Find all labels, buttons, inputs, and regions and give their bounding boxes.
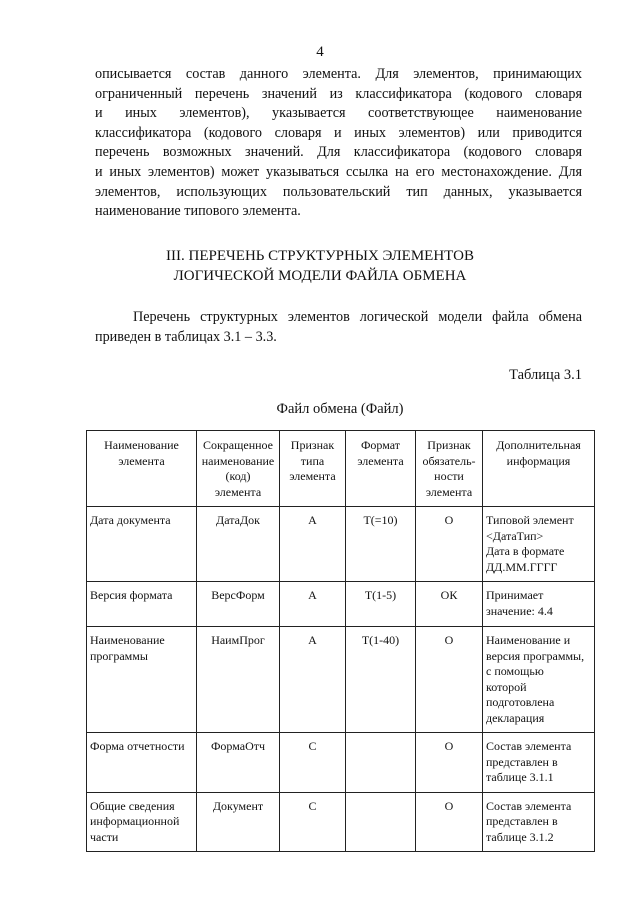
cell-text: Состав элемента представлен в таблице 3.1.1 [486,739,572,784]
header-text: Формат элемента [357,438,404,468]
cell-text: А [308,588,317,602]
cell-text: ОК [440,588,458,602]
cell-element-required [416,792,483,852]
section-heading [0,246,640,286]
cell-text: Наименование и версия программы, с помощью которой подготовлена декларация [486,633,585,725]
table-row [87,627,595,733]
header-cell [416,431,483,507]
cell-element-code [197,582,280,627]
header-text: Дополнительная информация [496,438,581,468]
cell-element-required [416,733,483,793]
cell-element-format [346,582,416,627]
cell-element-type [280,733,346,793]
header-text: Признак обязатель- ности элемента [422,438,476,499]
paragraph-line: и иных элементов), указывается соответствующее наименование [95,105,582,122]
cell-text: О [444,798,454,813]
header-cell [483,431,595,507]
intro-paragraph [95,65,582,222]
cell-element-code [197,733,280,793]
cell-additional-info [483,792,595,852]
cell-text: ДатаДок [216,513,260,527]
cell-element-name [87,582,197,627]
cell-text: С [308,798,317,813]
header-cell [197,431,280,507]
cell-text: Версия формата [90,588,173,602]
cell-text: Принимает значение: 4.4 [486,588,553,618]
table-row [87,507,595,582]
page-number: 4 [316,44,324,60]
cell-text: О [444,739,454,753]
table-row [87,582,595,627]
heading-line: ЛОГИЧЕСКОЙ МОДЕЛИ ФАЙЛА ОБМЕНА [173,268,467,284]
cell-additional-info [483,582,595,627]
cell-element-code [197,627,280,733]
table-title: Файл обмена (Файл) [276,401,404,417]
cell-element-format [346,733,416,793]
table-row [87,733,595,793]
cell-text: Типовой элемент <ДатаТип> Дата в формате ДД.ММ.ГГГГ [486,513,574,574]
tables-reference-paragraph [95,308,582,347]
table-header-row [87,431,595,507]
header-text: Признак типа элемента [289,438,336,483]
header-cell [87,431,197,507]
heading-line: III. ПЕРЕЧЕНЬ СТРУКТУРНЫХ ЭЛЕМЕНТОВ [166,248,474,264]
cell-additional-info [483,507,595,582]
header-cell [280,431,346,507]
cell-text: Документ [212,798,264,813]
cell-text: Т(1-5) [364,588,397,602]
header-text: Сокращенное наименование (код) элемента [201,438,275,499]
cell-element-name [87,733,197,793]
cell-element-format [346,627,416,733]
cell-element-name [87,792,197,852]
paragraph-line: наименование типового элемента. [95,203,301,220]
cell-text: Общие сведения информационной части [90,798,180,844]
paragraph-line: описывается состав данного элемента. Для элементов, принимающих [95,66,582,82]
cell-element-required [416,582,483,627]
cell-text: О [444,513,454,527]
table-row [87,792,595,852]
paragraph-line: приведен в таблицах 3.1 – 3.3. [95,328,277,345]
cell-additional-info [483,733,595,793]
cell-element-code [197,792,280,852]
cell-text: А [308,633,317,647]
cell-element-name [87,507,197,582]
paragraph-line: элементов, использующих пользовательский тип данных, указывается [95,183,582,200]
cell-text: Наименование программы [90,633,165,663]
cell-element-name [87,627,197,733]
cell-text: Состав элемента представлен в таблице 3.1.2 [486,798,572,844]
cell-element-type [280,507,346,582]
cell-element-format [346,507,416,582]
table-label: Таблица 3.1 [509,367,582,383]
exchange-file-table [86,430,595,852]
paragraph-line: перечень возможных значений. Для классификатора (кодового словаря [95,144,582,161]
cell-element-format [346,792,416,852]
cell-text: О [444,633,454,647]
header-text: Наименование элемента [104,438,179,468]
cell-text: Форма отчетности [90,739,185,753]
cell-additional-info [483,627,595,733]
paragraph-line: и иных элементов) может указываться ссылка на его местонахождение. Для [95,163,582,180]
cell-text: А [308,513,317,527]
paragraph-line: Перечень структурных элементов логической модели файла обмена [133,309,582,325]
cell-element-type [280,582,346,627]
cell-text: Т(1-40) [361,633,400,647]
cell-text: С [308,739,317,753]
header-cell [346,431,416,507]
cell-element-required [416,507,483,582]
cell-element-type [280,792,346,852]
cell-text: Т(=10) [363,513,398,527]
cell-element-type [280,627,346,733]
cell-text: НаимПрог [211,633,265,647]
cell-text: Дата документа [90,513,171,527]
cell-text: ФормаОтч [210,739,266,753]
paragraph-line: ограниченный перечень значений из классификатора (кодового словаря [95,85,582,102]
cell-text: ВерсФорм [211,588,265,602]
paragraph-line: классификатора (кодового словаря и иных элементов) или приводится [95,124,582,141]
cell-element-code [197,507,280,582]
cell-element-required [416,627,483,733]
